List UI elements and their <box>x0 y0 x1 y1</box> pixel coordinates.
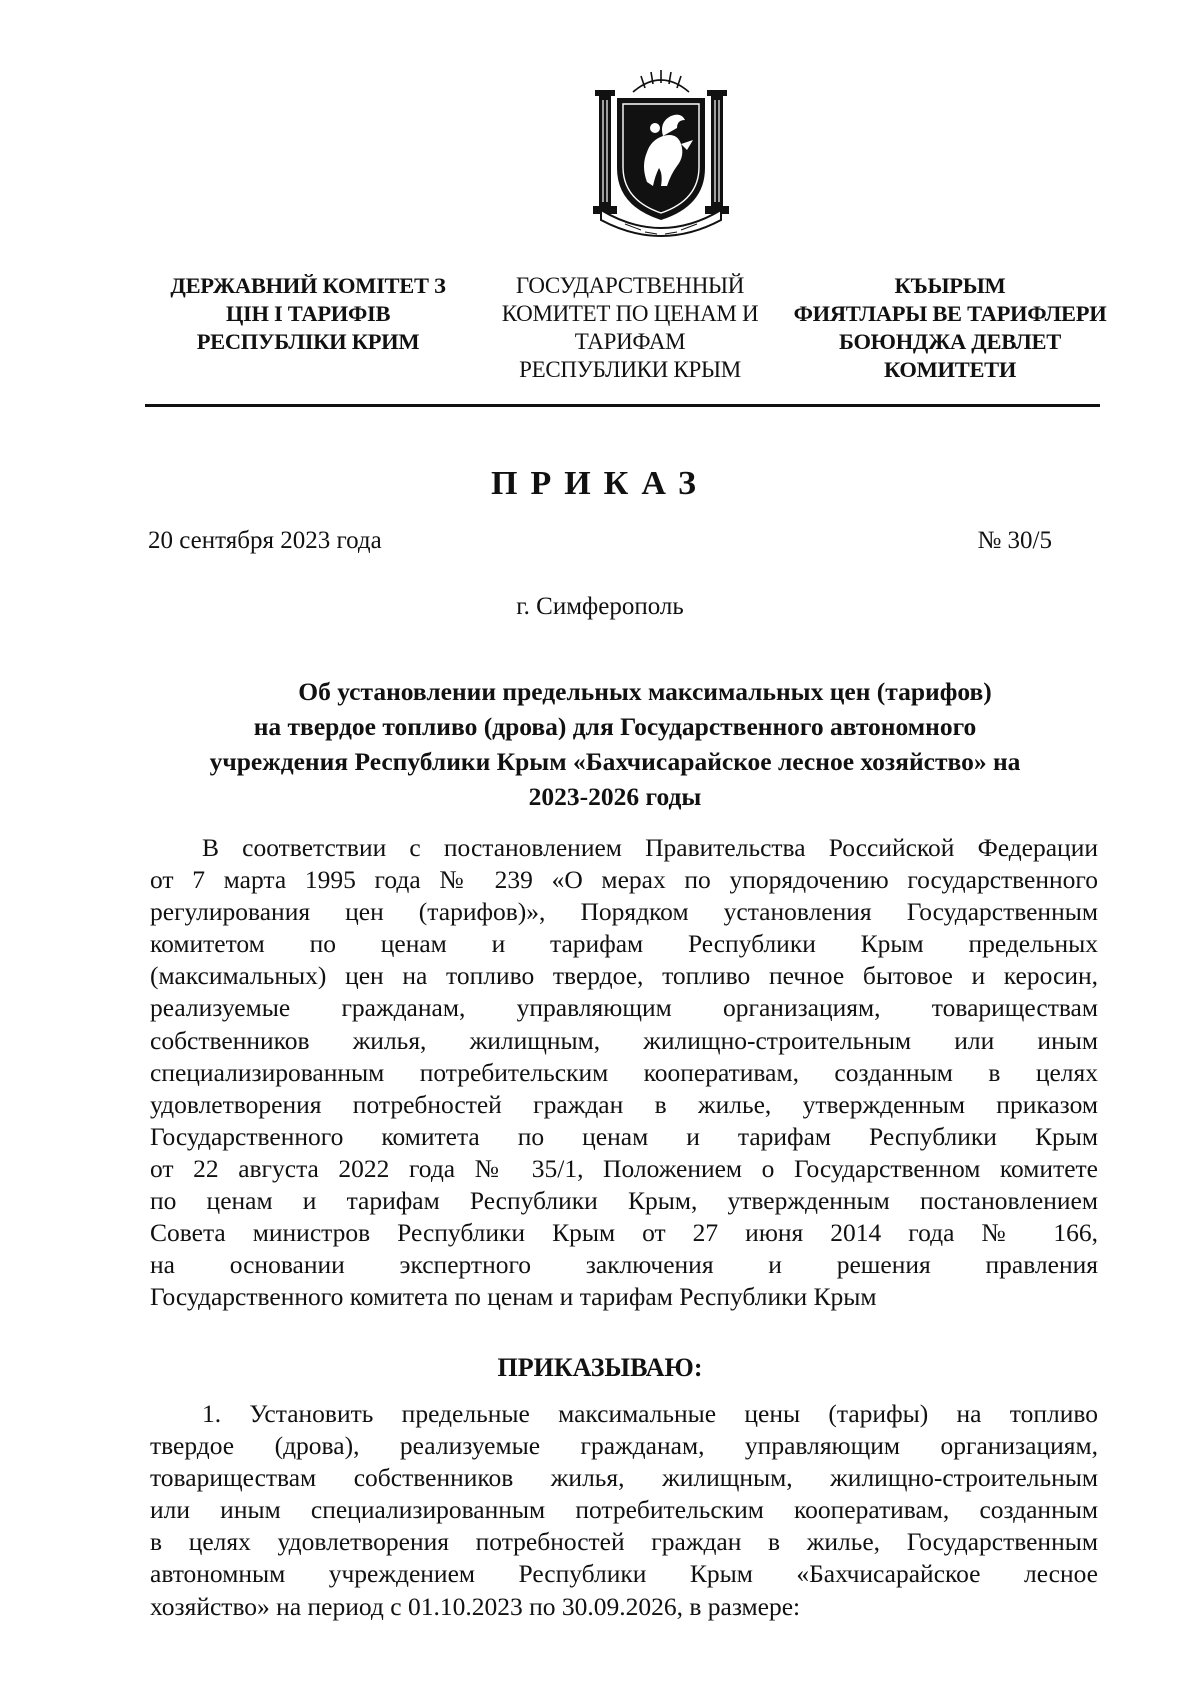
header-ru-line: ТАРИФАМ <box>574 329 686 354</box>
document-title: ПРИКАЗ <box>491 465 709 502</box>
item1-line: или иным специализированным потребительским кооперативам, созданным <box>150 1495 1098 1525</box>
preamble-line: Совета министров Республики Крым от 27 июня 2014 года № 166, <box>150 1218 1098 1248</box>
subject-line: 2023-2026 годы <box>528 782 702 811</box>
preamble-line: регулирования цен (тарифов)», Порядком установления Государственным <box>150 897 1098 927</box>
header-ru-line: ГОСУДАРСТВЕННЫЙ <box>515 273 745 298</box>
header-ru-line: РЕСПУБЛИКИ КРЫМ <box>519 357 741 382</box>
header-crimean-tatar <box>790 272 1110 384</box>
document-number: № 30/5 <box>977 527 1052 554</box>
order-item-1 <box>150 1398 1098 1623</box>
preamble-paragraph <box>150 832 1098 1313</box>
crimea-coat-of-arms-emblem <box>585 70 737 240</box>
item1-line: автономным учреждением Республики Крым «Бахчисарайское лесное <box>150 1559 1098 1589</box>
preamble-line: собственников жилья, жилищным, жилищно-строительным или иным <box>150 1025 1098 1055</box>
preamble-line: комитетом по ценам и тарифам Республики Крым предельных <box>150 929 1098 959</box>
subject-line: учреждения Республики Крым «Бахчисарайское лесное хозяйство» на <box>209 747 1021 776</box>
preamble-line: реализуемые гражданам, управляющим организациям, товариществам <box>150 993 1098 1023</box>
header-crh-line: ФИЯТЛАРЫ ВЕ ТАРИФЛЕРИ <box>793 301 1107 326</box>
preamble-line: на основании экспертного заключения и решения правления <box>150 1250 1098 1280</box>
item1-line: хозяйство» на период с 01.10.2023 по 30.09.2026, в размере: <box>150 1591 801 1621</box>
header-ua-line: РЕСПУБЛІКИ КРИМ <box>196 329 420 354</box>
header-ru-line: КОМИТЕТ ПО ЦЕНАМ И <box>501 301 759 326</box>
preamble-line: по ценам и тарифам Республики Крым, утвержденным постановлением <box>150 1186 1098 1216</box>
preamble-line: от 22 августа 2022 года № 35/1, Положением о Государственном комитете <box>150 1153 1098 1183</box>
preamble-line: В соответствии с постановлением Правительства Российской Федерации <box>202 833 1098 862</box>
header-ua-line: ЦІН І ТАРИФІВ <box>225 301 391 326</box>
preamble-line: Государственного комитета по ценам и тарифам Республики Крым <box>150 1121 1098 1151</box>
header-crh-line: КОМИТЕТИ <box>883 357 1017 382</box>
subject-line: Об установлении предельных максимальных цен (тарифов) <box>298 677 992 706</box>
document-subject <box>150 674 1080 814</box>
header-russian <box>483 272 777 384</box>
preamble-line: удовлетворения потребностей граждан в жилье, утвержденным приказом <box>150 1089 1098 1119</box>
header-ukrainian <box>158 272 458 356</box>
item1-line: 1. Установить предельные максимальные цены (тарифы) на топливо <box>202 1399 1098 1428</box>
preamble-line: от 7 марта 1995 года № 239 «О мерах по упорядочению государственного <box>150 865 1098 895</box>
preamble-line: специализированным потребительским кооперативам, созданным в целях <box>150 1057 1098 1087</box>
document-date: 20 сентября 2023 года <box>148 527 382 554</box>
subject-line: на твердое топливо (дрова) для Государственного автономного <box>253 712 977 741</box>
document-city: г. Симферополь <box>516 593 684 620</box>
item1-line: в целях удовлетворения потребностей граждан в жилье, Государственным <box>150 1527 1098 1557</box>
preamble-line: Государственного комитета по ценам и тарифам Республики Крым <box>150 1282 877 1312</box>
header-crh-line: БОЮНДЖА ДЕВЛЕТ <box>839 329 1061 354</box>
item1-line: товариществам собственников жилья, жилищным, жилищно-строительным <box>150 1463 1098 1493</box>
item1-line: твердое (дрова), реализуемые гражданам, управляющим организациям, <box>150 1431 1098 1461</box>
header-divider <box>145 404 1100 407</box>
preamble-line: (максимальных) цен на топливо твердое, топливо печное бытовое и керосин, <box>150 961 1098 991</box>
header-crh-line: КЪЫРЫМ <box>894 273 1006 298</box>
header-ua-line: ДЕРЖАВНИЙ КОМІТЕТ З <box>170 273 446 298</box>
order-heading: ПРИКАЗЫВАЮ: <box>497 1353 703 1382</box>
